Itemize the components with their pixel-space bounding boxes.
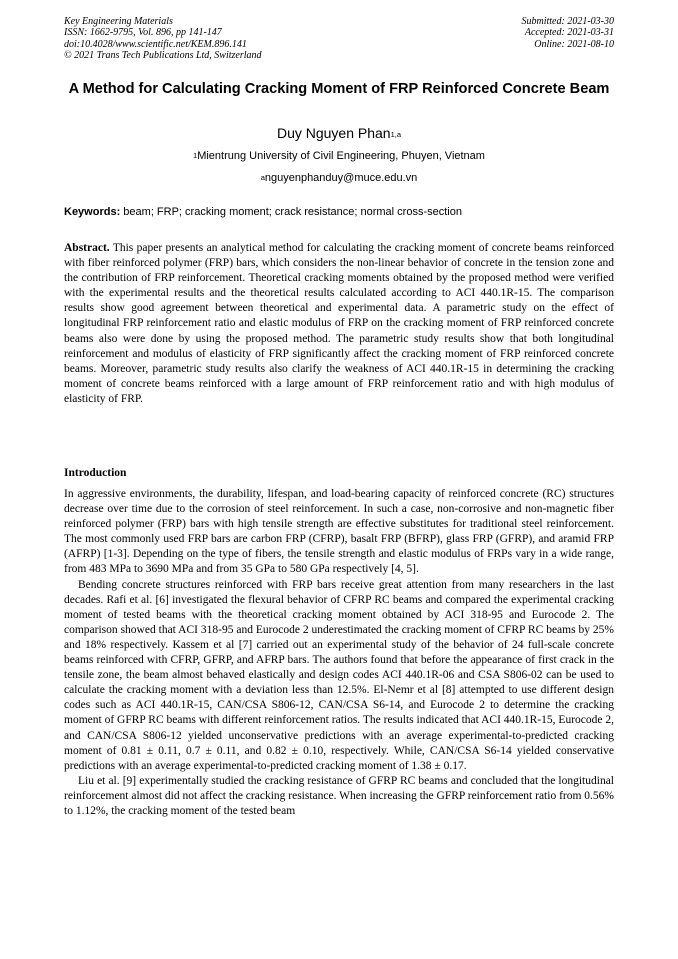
affiliation-line bbox=[64, 150, 614, 163]
journal-header-left bbox=[64, 16, 262, 62]
submitted-date: Submitted: 2021-03-30 bbox=[521, 16, 614, 27]
keywords bbox=[64, 206, 614, 219]
introduction-body bbox=[64, 487, 614, 819]
journal-issn: ISSN: 1662-9795, Vol. 896, pp 141-147 bbox=[64, 27, 222, 39]
keywords-label: Keywords: bbox=[64, 206, 121, 218]
author-name: Duy Nguyen Phan bbox=[276, 125, 391, 141]
journal-copyright: © 2021 Trans Tech Publications Ltd, Switzerland bbox=[64, 50, 262, 62]
keywords-text: beam; FRP; cracking moment; crack resistance; normal cross-section bbox=[120, 206, 462, 218]
abstract-text: This paper presents an analytical method for calculating the cracking moment of concrete beams reinforced with fiber reinforced polymer (FRP) bars, which considers the non-linear behavior of concrete in the tension zone and the contribution of FRP reinforcement. Theoretical cracking moments obtained by the proposed method were verified with the experimental results and the theoretical results calculated according to ACI 440.1R-15. The comparison results show good agreement between theoretical and experimental data. A parametric study on the effect of longitudinal FRP reinforcement ratio and elastic modulus of FRP on the cracking moment of FRP reinforced concrete beams also were done by using the proposed method. The parametric study results show that both longitudinal reinforcement and modulus of elasticity of FRP significantly affect the cracking moment of FRP reinforced concrete beams. Moreover, parametric study results also clarify the weakness of ACI 440.1R-15 in determining the cracking moment of concrete beams reinforced with a large amount of FRP reinforcement ratio and with high modulus of elasticity of FRP. bbox=[64, 242, 614, 405]
author-email: nguyenphanduy@muce.edu.vn bbox=[264, 172, 418, 184]
accepted-date: Accepted: 2021-03-31 bbox=[524, 27, 614, 39]
abstract bbox=[64, 241, 614, 407]
intro-paragraph: Bending concrete structures reinforced with FRP bars receive great attention from many researchers in the last decades. Rafi et al. [6] investigated the flexural behavior of CFRP RC beams and compared the experimental cracking moment of tested beams with the theoretical cracking moment obtained by ACI 318-95 and Eurocode 2. The comparison showed that ACI 318-95 and Eurocode 2 underestimated the cracking moment of CFRP RC beams by 25% and 18% respectively. Kassem et al [7] carried out an experimental study of the behavior of 24 full-scale concrete beams reinforced with CFRP, GFRP, and AFRP bars. The authors found that before the appearance of first crack in the tensile zone, the beam almost behaved elastically and design codes ACI 440.1R-06 and CSA S806-02 can be used to calculate the cracking moment with a deviation less than 12.5%. El-Nemr et al [8] attempted to use different design codes such as ACI 440.1R-15, CAN/CSA S806-12, CAN/CSA S6-14, and Eurocode 2 to determine the cracking moment of GFRP RC beams with different reinforcement ratios. The results indicated that ACI 440.1R-15, Eurocode 2, and CAN/CSA S806-12 yielded unconservative predictions with an average experimental-to-predicted cracking moment of 0.81 ± 0.11, 0.7 ± 0.11, and 0.82 ± 0.10, respectively. While, CAN/CSA S6-14 yielded conservative predictions with an average experimental-to-predicted cracking moment of 1.38 ± 0.17. bbox=[64, 578, 614, 772]
abstract-label: Abstract. bbox=[64, 242, 110, 254]
affiliation-text: Mientrung University of Civil Engineering, Phuyen, Vietnam bbox=[197, 150, 485, 162]
journal-name: Key Engineering Materials bbox=[64, 16, 173, 27]
intro-paragraph: Liu et al. [9] experimentally studied the cracking resistance of GFRP RC beams and concluded that the longitudinal reinforcement almost did not affect the cracking resistance. When increasing the GFRP reinforcement ratio from 0.56% to 1.12%, the cracking moment of the tested beam bbox=[64, 774, 615, 817]
author-line bbox=[64, 125, 614, 142]
intro-paragraph: In aggressive environments, the durability, lifespan, and load-bearing capacity of reinforced concrete (RC) structures decrease over time due to the corrosion of steel reinforcement. In such a case, non-corrosive and non-magnetic fiber reinforced polymer (FRP) bars with high tensile strength are effective substitutes for traditional steel reinforcement. The most commonly used FRP bars are carbon FRP (CFRP), basalt FRP (BFRP), glass FRP (GFRP), and aramid FRP (AFRP) [1-3]. Depending on the type of fibers, the tensile strength and elastic modulus of FRPs vary in a wide range, from 483 MPa to 3690 MPa and from 35 GPa to 580 GPa respectively [4, 5]. bbox=[64, 488, 614, 576]
paper-title: A Method for Calculating Cracking Moment of FRP Reinforced Concrete Beam bbox=[68, 81, 610, 97]
affiliation-marker: 1 bbox=[193, 150, 198, 160]
author-affiliation-marker: 1,a bbox=[390, 129, 402, 139]
online-date: Online: 2021-08-10 bbox=[534, 38, 614, 50]
email-marker: a bbox=[260, 172, 265, 182]
section-heading-introduction: Introduction bbox=[64, 467, 127, 479]
journal-doi: doi:10.4028/www.scientific.net/KEM.896.141 bbox=[64, 38, 247, 50]
email-line bbox=[64, 172, 614, 185]
journal-header-right bbox=[522, 16, 615, 50]
